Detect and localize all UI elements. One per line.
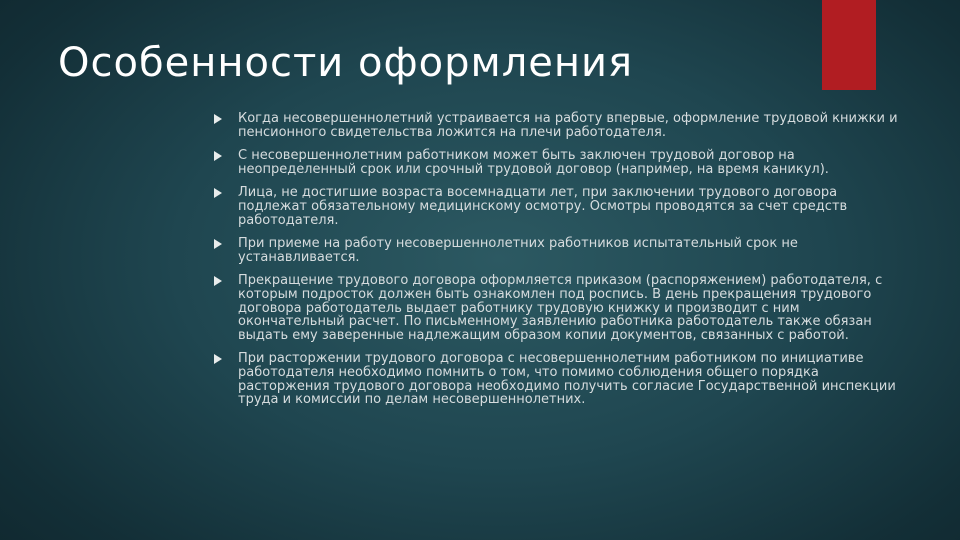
bullet-text: При расторжении трудового договора с несовершеннолетним работником по инициативе работодателя необходимо помнить о том, что помимо соблюдения общего порядка расторжения трудового договора необходимо получить согласие Государственной инспекции труда и комиссии по делам несовершеннолетних. [238,351,896,408]
right-triangle-icon [214,151,222,161]
right-triangle-icon [214,239,222,249]
right-triangle-icon [214,354,222,364]
right-triangle-icon [214,276,222,286]
slide-title: Особенности оформления [58,40,634,86]
bullet-text: С несовершеннолетним работником может быть заключен трудовой договор на неопределенный срок или срочный трудовой договор (например, на время каникул). [238,148,829,177]
bullet-list [214,112,904,417]
right-triangle-icon [214,114,222,124]
bullet-item [214,237,904,264]
bullet-text: Прекращение трудового договора оформляется приказом (распоряжением) работодателя, с которым подросток должен быть ознакомлен под роспись. В день прекращения трудового договора работодатель выдает работнику трудовую книжку и производит с ним окончательный расчет. По письменному заявлению работника работодатель также обязан выдать ему заверенные надлежащим образом копии документов, связанных с работой. [238,273,883,343]
bullet-text: Когда несовершеннолетний устраивается на работу впервые, оформление трудовой книжки и пенсионного свидетельства ложится на плечи работодателя. [238,111,898,140]
bullet-text: При приеме на работу несовершеннолетних работников испытательный срок не устанавливается. [238,236,798,265]
bullet-item [214,186,904,227]
accent-bar [822,0,876,90]
bullet-item [214,149,904,176]
bullet-text: Лица, не достигшие возраста восемнадцати лет, при заключении трудового договора подлежат обязательному медицинскому осмотру. Осмотры проводятся за счет средств работодателя. [238,185,848,228]
right-triangle-icon [214,188,222,198]
bullet-item [214,274,904,342]
bullet-item [214,112,904,139]
bullet-item [214,352,904,406]
